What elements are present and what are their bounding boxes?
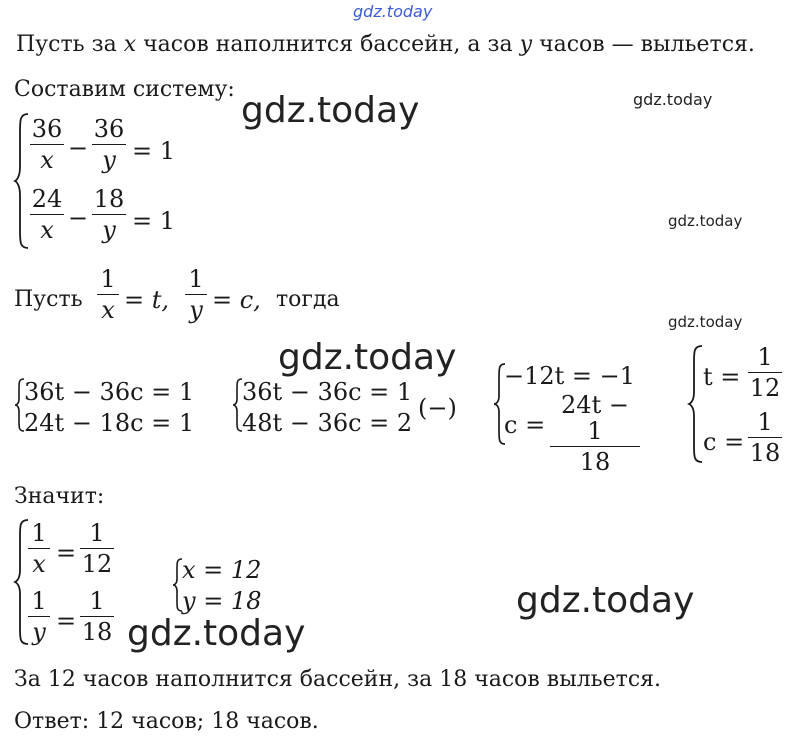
numerator: 1 [89,587,105,615]
watermark-large: gdz.today [278,337,457,378]
watermark-top: gdz.today [353,2,433,21]
intro-part: часов наполнится бассейн, а за [136,32,520,57]
numerator: 36 [31,115,63,143]
substitution-rhs: = t, [124,286,170,314]
fraction [748,344,782,401]
system-heading: Составим систему: [14,77,235,102]
numerator: 1 [188,265,204,293]
equation: 36t − 36c = 1 [242,378,413,406]
subtraction-marker: (−) [418,394,457,422]
left-brace-icon [14,112,30,250]
fraction [28,520,50,577]
equation: 36t − 36c = 1 [24,378,195,406]
watermark-small: gdz.today [633,90,713,109]
denominator: x [40,146,54,174]
fraction [80,520,114,577]
watermark-large: gdz.today [516,580,695,621]
operator: − [68,134,89,162]
denominator: x [32,550,46,578]
equation-rhs: = 1 [132,207,176,235]
operator: − [68,204,89,232]
substitution-word: тогда [276,287,340,312]
denominator: y [102,216,116,244]
fraction [80,588,114,645]
equation: x = 12 [182,556,262,584]
equation: 48t − 36c = 2 [242,409,413,437]
equation: 24t − 18c = 1 [24,409,195,437]
operator: = [56,607,77,635]
numerator: 24t − 1 [561,391,629,445]
fraction [30,186,64,243]
intro-sentence [16,32,755,57]
denominator: y [189,296,203,324]
numerator: 1 [89,519,105,547]
numerator: 24 [31,185,63,213]
fraction [28,588,50,645]
denominator: y [102,146,116,174]
equation-lhs: c = [703,428,745,456]
fraction [30,116,64,173]
denominator: 12 [749,374,781,402]
numerator: 1 [31,519,47,547]
denominator: 18 [749,439,781,467]
fraction [185,266,207,323]
denominator: 18 [579,448,611,476]
result-sentence: За 12 часов наполнится бассейн, за 18 часов выльется. [14,667,662,692]
denominator: x [40,216,54,244]
watermark-large: gdz.today [127,613,306,654]
variable-y: y [519,32,533,57]
equation-lhs: c = [504,411,546,439]
denominator: 12 [81,550,113,578]
numerator: 18 [93,185,125,213]
fraction [92,116,126,173]
conclusion-heading: Значит: [14,484,105,509]
fraction [92,186,126,243]
substitution-word: Пусть [14,287,83,312]
left-brace-icon [688,344,704,464]
numerator: 1 [100,265,116,293]
watermark-small: gdz.today [668,313,743,331]
numerator: 1 [757,343,773,371]
intro-part: Пусть за [16,32,124,57]
denominator: y [32,618,46,646]
numerator: 36 [93,115,125,143]
variable-x: x [123,32,137,57]
watermark-small: gdz.today [668,212,743,230]
denominator: 18 [81,618,113,646]
operator: = [56,539,77,567]
equation: y = 18 [182,587,262,615]
substitution-rhs: = c, [212,286,261,314]
watermark-large: gdz.today [241,90,420,131]
intro-part: часов — выльется. [532,32,755,57]
fraction [97,266,119,323]
numerator: 1 [757,408,773,436]
fraction [748,409,782,466]
numerator: 1 [31,587,47,615]
equation-rhs: = 1 [132,137,176,165]
answer-sentence: Ответ: 12 часов; 18 часов. [14,709,319,734]
fraction [550,392,640,475]
equation: −12t = −1 [504,362,636,390]
denominator: x [101,296,115,324]
equation-lhs: t = [703,363,741,391]
